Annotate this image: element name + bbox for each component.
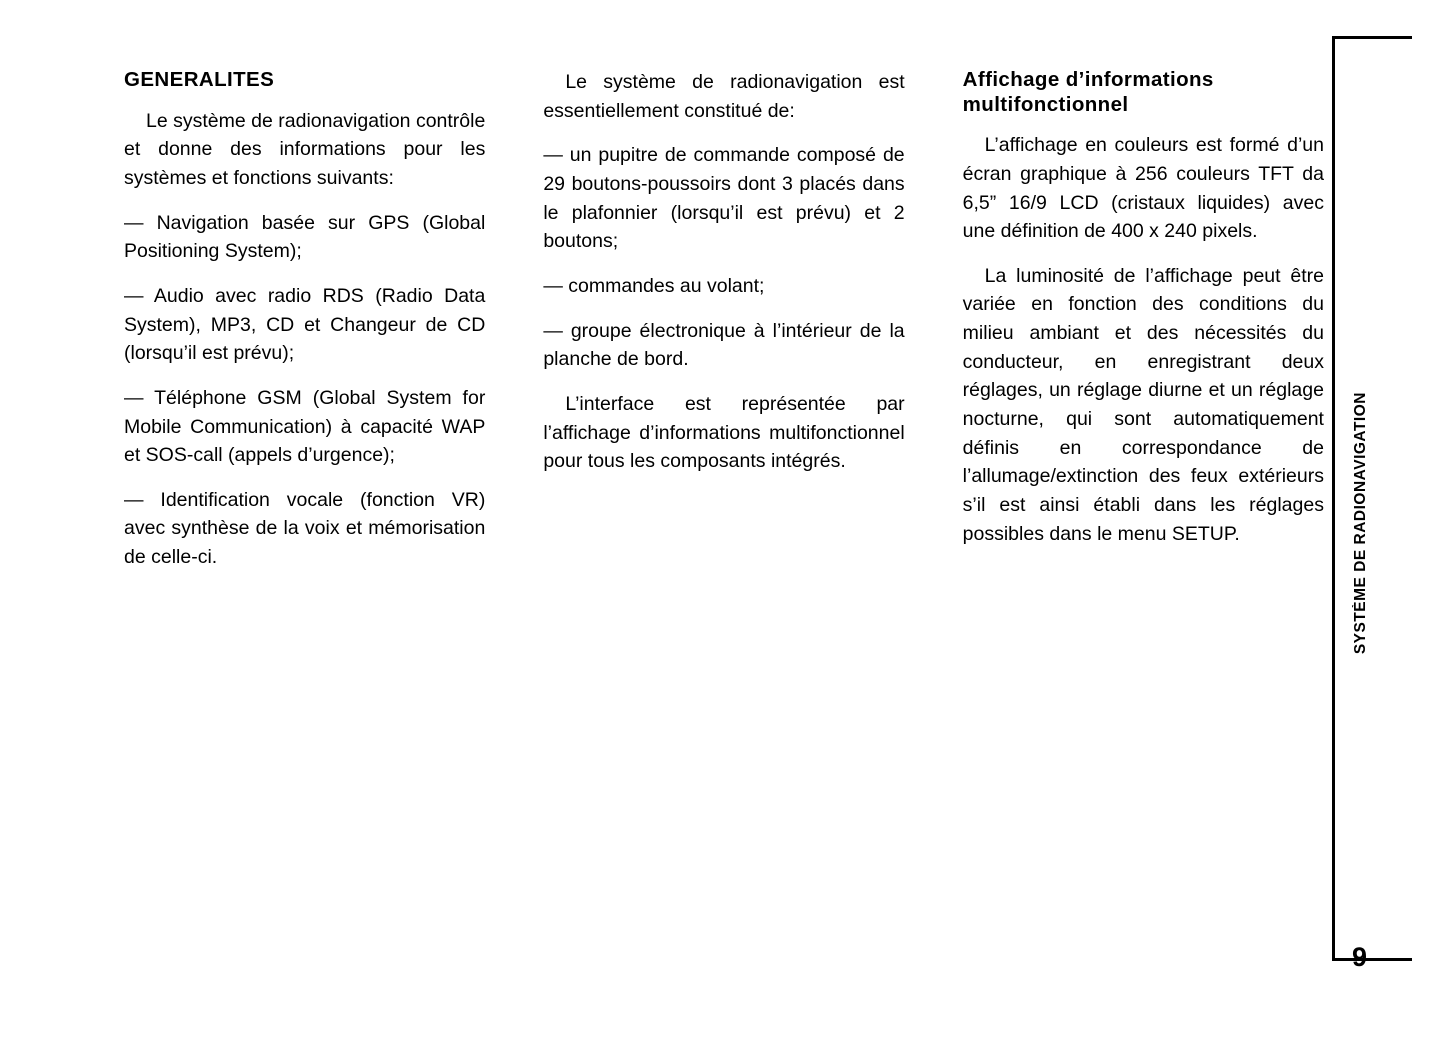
heading-line-2: multifonctionnel — [962, 92, 1129, 116]
list-item: — Navigation basée sur GPS (Global Positioning System); — [124, 211, 486, 263]
side-tab-title: SYSTÈME DE RADIONAVIGATION — [1352, 392, 1369, 655]
paragraph: L’affichage en couleurs est formé d’un écran graphique à 256 couleurs TFT da 6,5” 16/9 LCD (cristaux liquides) avec une définition de 400 x 240 pixels. — [962, 134, 1324, 243]
heading-line-1: Affichage d’informations — [962, 68, 1214, 91]
column-1 — [124, 68, 485, 572]
page-columns — [124, 68, 1324, 572]
spine-rule — [1332, 36, 1335, 961]
list-item: — Identification vocale (fonction VR) avec synthèse de la voix et mémorisation de celle-ci. — [124, 488, 486, 569]
section-heading-generalites: GENERALITES — [124, 68, 275, 91]
list-item: — Audio avec radio RDS (Radio Data System), MP3, CD et Changeur de CD (lorsqu’il est prévu); — [124, 284, 486, 365]
list-item: — Téléphone GSM (Global System for Mobile Communication) à capacité WAP et SOS-call (appels d’urgence); — [124, 386, 486, 467]
column-2 — [543, 68, 904, 572]
section-heading-affichage — [963, 68, 1324, 117]
paragraph: L’interface est représentée par l’affichage d’informations multifonctionnel pour tous les composants intégrés. — [543, 392, 905, 473]
spine-top-rule — [1332, 36, 1412, 39]
paragraph: Le système de radionavigation est essentiellement constitué de: — [543, 71, 905, 122]
list-item: — groupe électronique à l’intérieur de la planche de bord. — [543, 319, 905, 371]
paragraph: La luminosité de l’affichage peut être variée en fonction des conditions du milieu ambiant et des nécessités du conducteur, en enregistrant deux réglages, un réglage diurne et un réglage nocturne, qui sont automatiquement définis en correspondance de l’allumage/extinction des feux extérieurs s’il est ainsi établi dans les réglages possibles dans le menu SETUP. — [962, 264, 1324, 545]
list-item: — un pupitre de commande composé de 29 boutons-poussoirs dont 3 placés dans le plafonnier (lorsqu’il est prévu) et 2 boutons; — [543, 144, 905, 253]
list-item: — commandes au volant; — [543, 274, 765, 297]
page-number: 9 — [1352, 942, 1368, 972]
paragraph: Le système de radionavigation contrôle et donne des informations pour les systèmes et fonctions suivants: — [124, 109, 486, 189]
spine-bottom-rule — [1332, 958, 1412, 961]
column-3 — [963, 68, 1324, 572]
